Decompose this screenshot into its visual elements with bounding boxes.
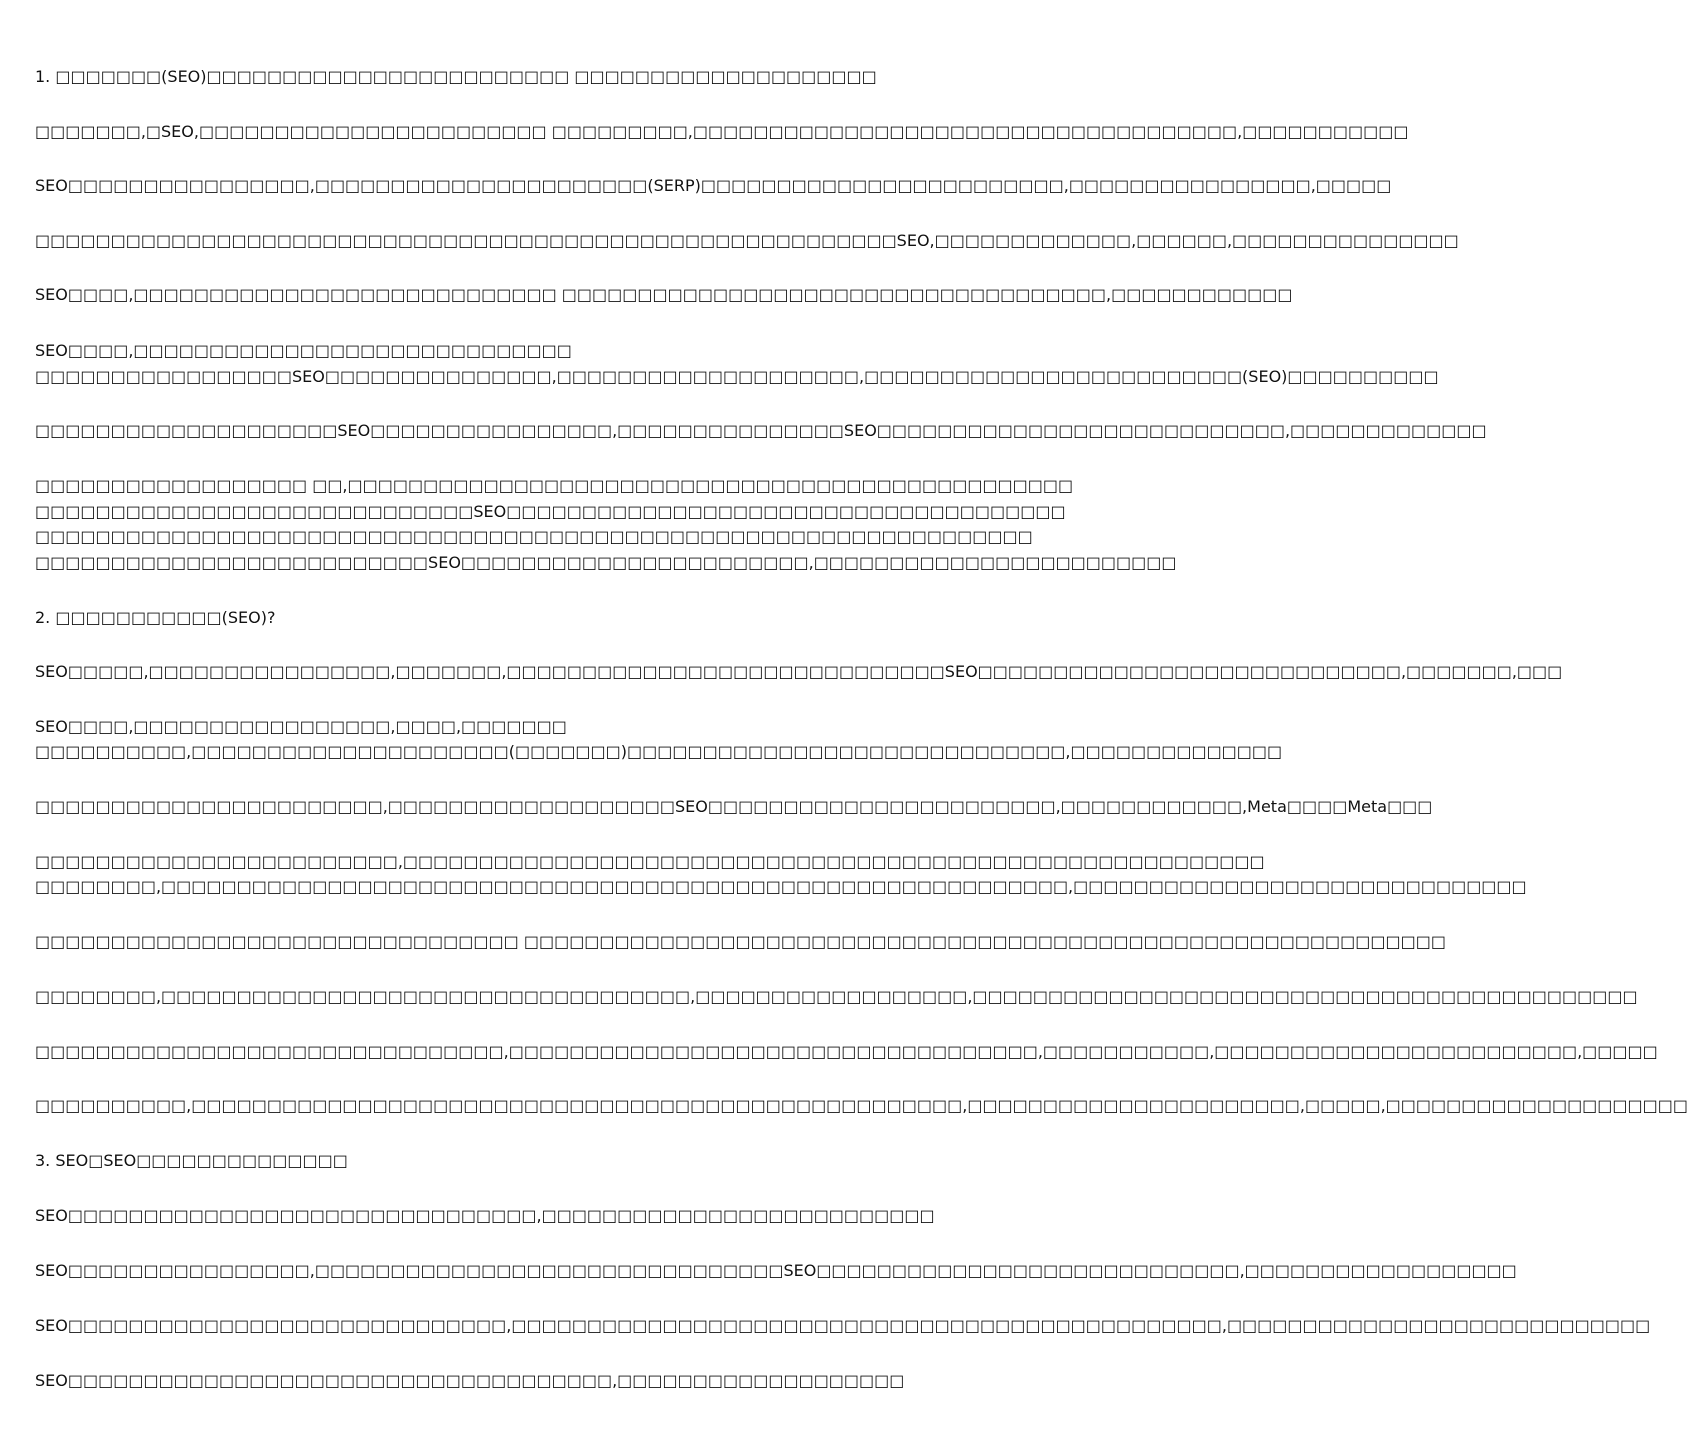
paragraph-1-7-line-4: □□□□□□□□□□□□□□□□□□□□□□□□□□SEO□□□□□□□□□□□□□□□□□□□□□□□,□□□□□□□□□□□□□□□□□□□□□□□□ — [35, 553, 1177, 572]
paragraph-2-7: □□□□□□□□□□□□□□□□□□□□□□□□□□□□□□□,□□□□□□□□□□□□□□□□□□□□□□□□□□□□□□□□□□□,□□□□□□□□□□□,□□□□□□□□□□□□□□□□□□□□□□□□,□□□□□ — [35, 1042, 1658, 1061]
paragraph-1-3: □□□□□□□□□□□□□□□□□□□□□□□□□□□□□□□□□□□□□□□□□□□□□□□□□□□□□□□□□SEO,□□□□□□□□□□□□□,□□□□□□,□□□□□□□□□□□□□□□ — [35, 231, 1459, 250]
paragraph-2-2-line-2: □□□□□□□□□□,□□□□□□□□□□□□□□□□□□□□□(□□□□□□□)□□□□□□□□□□□□□□□□□□□□□□□□□□□□□,□□□□□□□□□□□□□□ — [35, 742, 1283, 761]
paragraph-1-2: SEO□□□□□□□□□□□□□□□□,□□□□□□□□□□□□□□□□□□□□□□(SERP)□□□□□□□□□□□□□□□□□□□□□□□□,□□□□□□□□□□□□□□□□,□□□□□ — [35, 176, 1392, 195]
heading-section-2: 2. □□□□□□□□□□□(SEO)? — [35, 608, 276, 627]
paragraph-2-4-line-2: □□□□□□□□,□□□□□□□□□□□□□□□□□□□□□□□□□□□□□□□□□□□□□□□□□□□□□□□□□□□□□□□□□□□□,□□□□□□□□□□□□□□□□□□□□□□□□□□□□□□ — [35, 877, 1527, 896]
paragraph-2-4-line-1: □□□□□□□□□□□□□□□□□□□□□□□□,□□□□□□□□□□□□□□□□□□□□□□□□□□□□□□□□□□□□□□□□□□□□□□□□□□□□□□□□□ — [35, 852, 1265, 871]
paragraph-3-4: SEO□□□□□□□□□□□□□□□□□□□□□□□□□□□□□□□□□□□□,□□□□□□□□□□□□□□□□□□□ — [35, 1371, 905, 1390]
paragraph-3-3: SEO□□□□□□□□□□□□□□□□□□□□□□□□□□□□□,□□□□□□□□□□□□□□□□□□□□□□□□□□□□□□□□□□□□□□□□□□□□□□□,□□□□□□□□□□□□□□□□□□□□□□□□□□□□ — [35, 1316, 1651, 1335]
paragraph-2-2-line-1: SEO□□□□,□□□□□□□□□□□□□□□□□,□□□□,□□□□□□□ — [35, 717, 567, 736]
paragraph-2-6: □□□□□□□□,□□□□□□□□□□□□□□□□□□□□□□□□□□□□□□□□□□□,□□□□□□□□□□□□□□□□□□,□□□□□□□□□□□□□□□□□□□□□□□□□□□□□□□□□□□□□□□□□□□□ — [35, 987, 1638, 1006]
paragraph-1-5-line-1: SEO□□□□,□□□□□□□□□□□□□□□□□□□□□□□□□□□□□ — [35, 341, 572, 360]
heading-section-3: 3. SEO□SEO□□□□□□□□□□□□□□ — [35, 1151, 348, 1170]
heading-section-1: 1. □□□□□□□(SEO)□□□□□□□□□□□□□□□□□□□□□□□□ □□□□□□□□□□□□□□□□□□□□ — [35, 67, 877, 86]
paragraph-3-2: SEO□□□□□□□□□□□□□□□□,□□□□□□□□□□□□□□□□□□□□□□□□□□□□□□□SEO□□□□□□□□□□□□□□□□□□□□□□□□□□□□,□□□□□□□□□□□□□□□□□□ — [35, 1261, 1517, 1280]
paragraph-2-1: SEO□□□□□,□□□□□□□□□□□□□□□□,□□□□□□□,□□□□□□□□□□□□□□□□□□□□□□□□□□□□□SEO□□□□□□□□□□□□□□□□□□□□□□□□□□□□,□□□□□□□,□□□ — [35, 662, 1563, 681]
paragraph-1-6: □□□□□□□□□□□□□□□□□□□□SEO□□□□□□□□□□□□□□□□,□□□□□□□□□□□□□□□SEO□□□□□□□□□□□□□□□□□□□□□□□□□□□,□□□□□□□□□□□□□ — [35, 421, 1487, 440]
paragraph-1-7-line-1: □□□□□□□□□□□□□□□□□□ □□,□□□□□□□□□□□□□□□□□□□□□□□□□□□□□□□□□□□□□□□□□□□□□□□□ — [35, 476, 1074, 495]
paragraph-1-7-line-3: □□□□□□□□□□□□□□□□□□□□□□□□□□□□□□□□□□□□□□□□□□□□□□□□□□□□□□□□□□□□□□□□□□ — [35, 527, 1033, 546]
paragraph-1-5-line-2: □□□□□□□□□□□□□□□□□SEO□□□□□□□□□□□□□□□,□□□□□□□□□□□□□□□□□□□□,□□□□□□□□□□□□□□□□□□□□□□□□□(SEO)□□□□□□□□□□ — [35, 367, 1439, 386]
paragraph-2-8: □□□□□□□□□□,□□□□□□□□□□□□□□□□□□□□□□□□□□□□□□□□□□□□□□□□□□□□□□□□□□□,□□□□□□□□□□□□□□□□□□□□□□,□□□□□,□□□□□□□□□□□□□□□□□□□□ — [35, 1096, 1688, 1115]
paragraph-2-3: □□□□□□□□□□□□□□□□□□□□□□□,□□□□□□□□□□□□□□□□□□□SEO□□□□□□□□□□□□□□□□□□□□□□□,□□□□□□□□□□□□,Meta□□□□Meta□□□ — [35, 797, 1433, 816]
paragraph-1-1: □□□□□□□,□SEO,□□□□□□□□□□□□□□□□□□□□□□□ □□□□□□□□□,□□□□□□□□□□□□□□□□□□□□□□□□□□□□□□□□□□□□,□□□□□□□□□□□ — [35, 122, 1409, 141]
paragraph-3-1: SEO□□□□□□□□□□□□□□□□□□□□□□□□□□□□□□□,□□□□□□□□□□□□□□□□□□□□□□□□□□ — [35, 1206, 935, 1225]
paragraph-1-7-line-2: □□□□□□□□□□□□□□□□□□□□□□□□□□□□□SEO□□□□□□□□□□□□□□□□□□□□□□□□□□□□□□□□□□□□□ — [35, 502, 1066, 521]
paragraph-1-4: SEO□□□□,□□□□□□□□□□□□□□□□□□□□□□□□□□□□ □□□□□□□□□□□□□□□□□□□□□□□□□□□□□□□□□□□□,□□□□□□□□□□□□ — [35, 285, 1293, 304]
paragraph-2-5: □□□□□□□□□□□□□□□□□□□□□□□□□□□□□□□□ □□□□□□□□□□□□□□□□□□□□□□□□□□□□□□□□□□□□□□□□□□□□□□□□□□□□□□□□□□□□□ — [35, 932, 1446, 951]
